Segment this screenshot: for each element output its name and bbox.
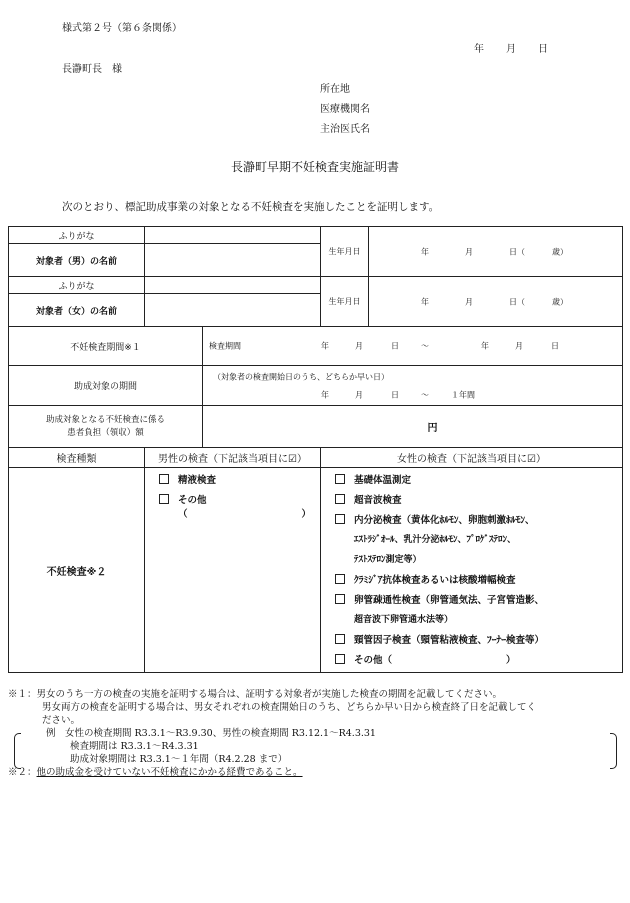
example-line-3: 助成対象期間は R3.3.1〜１年間（R4.2.28 まで）: [70, 754, 288, 765]
female-check-cervical[interactable]: 頸管因子検査（頸管粘液検査、ﾌｰﾅｰ検査等）: [321, 632, 622, 652]
note-1-line-2: 男女両方の検査を証明する場合は、男女それぞれの検査開始日のうち、どちらか早い日から検査終了日を記載してく: [42, 702, 537, 713]
male-check-semen[interactable]: 精液検査: [145, 472, 320, 492]
female-furigana-label: ふりがな: [9, 277, 145, 294]
male-name-label: 対象者（男）の名前: [9, 244, 145, 277]
female-check-endocrine-cont2: ﾃｽﾄｽﾃﾛﾝ測定等）: [354, 555, 422, 565]
male-furigana-field[interactable]: [145, 227, 321, 244]
female-check-chlamydia[interactable]: ｸﾗﾐｼﾞｱ抗体検査あるいは核酸増幅検査: [321, 572, 622, 592]
female-check-other[interactable]: その他（ ）: [321, 652, 622, 672]
female-check-tubal-cont: 超音波下卵管通水法等）: [354, 615, 454, 625]
exam-period-label: 不妊検査期間※１: [9, 327, 203, 366]
checkbox[interactable]: [159, 474, 169, 484]
example-bracket-left: [14, 733, 21, 769]
female-check-bbt[interactable]: 基礎体温測定: [321, 472, 622, 492]
checkbox[interactable]: [335, 474, 345, 484]
exam-period-field[interactable]: 検査期間 年 月 日 〜 年 月 日: [203, 327, 623, 366]
yen-unit: 円: [427, 423, 438, 434]
sender-address-label: 所在地: [320, 84, 350, 95]
male-check-other[interactable]: その他（ ）: [145, 492, 320, 512]
female-exam-header: 女性の検査（下記該当項目に☑）: [321, 448, 623, 468]
male-dob-label: 生年月日: [321, 227, 369, 277]
checkbox[interactable]: [335, 514, 345, 524]
certificate-table: [8, 226, 623, 673]
example-line-1: 例 女性の検査期間 R3.3.1〜R3.9.30、男性の検査期間 R3.12.1〜R4.3.31: [46, 728, 376, 739]
male-exam-header: 男性の検査（下記該当項目に☑）: [145, 448, 321, 468]
female-furigana-field[interactable]: [145, 277, 321, 294]
addressee: 長瀞町長 様: [62, 64, 122, 75]
checkbox[interactable]: [335, 594, 345, 604]
checkbox[interactable]: [335, 494, 345, 504]
female-check-ultrasound[interactable]: 超音波検査: [321, 492, 622, 512]
male-checklist: [145, 468, 321, 673]
patient-burden-field[interactable]: [203, 406, 623, 448]
checkbox[interactable]: [335, 654, 345, 664]
male-furigana-label: ふりがな: [9, 227, 145, 244]
female-dob-field[interactable]: 年 月 日（ 歳）: [369, 277, 623, 327]
female-check-tubal[interactable]: 卵管疎通性検査（卵管通気法、子宮管造影、: [321, 592, 622, 612]
document-title: 長瀞町早期不妊検査実施証明書: [230, 160, 399, 174]
female-name-label: 対象者（女）の名前: [9, 294, 145, 327]
note-1-line-3: ださい。: [42, 715, 81, 726]
male-name-field[interactable]: [145, 244, 321, 277]
checkbox[interactable]: [335, 574, 345, 584]
checkbox[interactable]: [335, 634, 345, 644]
issue-date: 年 月 日: [474, 44, 548, 55]
female-name-field[interactable]: [145, 294, 321, 327]
female-check-endocrine[interactable]: 内分泌検査（黄体化ﾎﾙﾓﾝ、卵胞刺激ﾎﾙﾓﾝ、: [321, 512, 622, 532]
intro-text: 次のとおり、標記助成事業の対象となる不妊検査を実施したことを証明します。: [62, 201, 440, 213]
checkbox[interactable]: [159, 494, 169, 504]
male-dob-field[interactable]: 年 月 日（ 歳）: [369, 227, 623, 277]
female-check-endocrine-cont: ｴｽﾄﾗｼﾞｵｰﾙ、乳汁分泌ﾎﾙﾓﾝ、ﾌﾟﾛｹﾞｽﾃﾛﾝ、: [354, 535, 517, 545]
form-number: 様式第２号（第６条関係）: [62, 23, 182, 34]
example-bracket-right: [610, 733, 617, 769]
note-2: ※２：他の助成金を受けていない不妊検査にかかる経費であること。: [8, 767, 303, 778]
patient-burden-label: 助成対象となる不妊検査に係る 患者負担（領収）額: [9, 406, 203, 448]
exam-kind-header: 検査種類: [9, 448, 145, 468]
note-1-line-1: ※１：男女のうち一方の検査の実施を証明する場合は、証明する対象者が実施した検査の期間を記載してください。: [8, 689, 503, 700]
footnotes: [8, 688, 623, 779]
subsidy-period-label: 助成対象の期間: [9, 366, 203, 406]
female-checklist: [321, 468, 623, 673]
female-dob-label: 生年月日: [321, 277, 369, 327]
subsidy-period-field[interactable]: （対象者の検査開始日のうち、どちらか早い日） 年 月 日 〜 １年間: [203, 366, 623, 406]
sender-doctor-label: 主治医氏名: [320, 124, 370, 135]
exam-kind-value: 不妊検査※２: [9, 468, 145, 673]
sender-institution-label: 医療機関名: [320, 104, 370, 115]
example-line-2: 検査期間は R3.3.1〜R4.3.31: [70, 741, 199, 752]
